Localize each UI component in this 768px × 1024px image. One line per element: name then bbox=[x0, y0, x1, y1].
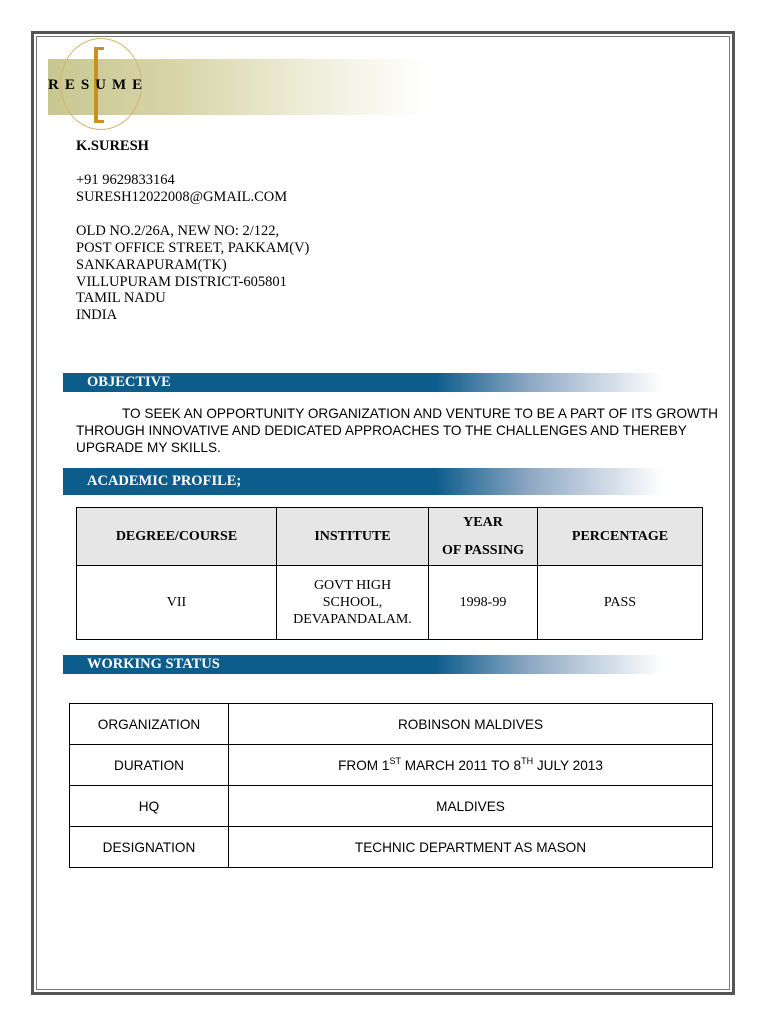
organization-value: ROBINSON MALDIVES bbox=[229, 704, 713, 745]
objective-heading: OBJECTIVE bbox=[63, 373, 663, 392]
designation-label: DESIGNATION bbox=[70, 827, 229, 868]
table-row bbox=[70, 827, 713, 868]
year-header bbox=[429, 508, 538, 566]
academic-table bbox=[76, 507, 703, 640]
institute-line: GOVT HIGH bbox=[313, 578, 392, 593]
degree-cell: VII bbox=[77, 566, 277, 640]
table-row bbox=[70, 704, 713, 745]
address-line: SANKARAPURAM(TK) bbox=[76, 257, 227, 273]
duration-value bbox=[229, 745, 713, 786]
address-line: POST OFFICE STREET, PAKKAM(V) bbox=[76, 240, 310, 256]
working-status-table bbox=[69, 703, 713, 868]
duration-to-suffix: TH bbox=[521, 755, 534, 766]
table-header-row bbox=[77, 508, 703, 566]
year-header-line: OF PASSING bbox=[441, 542, 525, 558]
table-row bbox=[70, 786, 713, 827]
institute-line: SCHOOL, bbox=[322, 595, 383, 610]
duration-label: DURATION bbox=[70, 745, 229, 786]
organization-label: ORGANIZATION bbox=[70, 704, 229, 745]
degree-header: DEGREE/COURSE bbox=[77, 508, 277, 566]
working-status-heading: WORKING STATUS bbox=[63, 655, 663, 674]
address-line: OLD NO.2/26A, NEW NO: 2/122, bbox=[76, 223, 280, 239]
designation-value: TECHNIC DEPARTMENT AS MASON bbox=[229, 827, 713, 868]
duration-from: FROM 1 bbox=[338, 757, 390, 773]
year-header-line: YEAR bbox=[463, 514, 503, 530]
duration-from-suffix: ST bbox=[389, 755, 401, 766]
hq-label: HQ bbox=[70, 786, 229, 827]
academic-profile-heading: ACADEMIC PROFILE; bbox=[63, 468, 663, 495]
phone-number: +91 9629833164 bbox=[76, 172, 175, 188]
resume-title: RESUME bbox=[48, 77, 149, 93]
table-row bbox=[77, 566, 703, 640]
table-row bbox=[70, 745, 713, 786]
objective-text: TO SEEK AN OPPORTUNITY ORGANIZATION AND VENTURE TO BE A PART OF ITS GROWTH THROUGH INNOVATIVE AND DEDICATED APPROACHES TO THE CHALLENGES AND THEREBY UPGRADE MY SKILLS. bbox=[76, 406, 718, 455]
duration-end: JULY 2013 bbox=[533, 757, 603, 773]
percentage-header: PERCENTAGE bbox=[538, 508, 703, 566]
percentage-cell: PASS bbox=[538, 566, 703, 640]
address-line: INDIA bbox=[76, 307, 118, 323]
address-line: VILLUPURAM DISTRICT-605801 bbox=[76, 274, 287, 290]
duration-middle: MARCH 2011 TO 8 bbox=[400, 757, 522, 773]
institute-header: INSTITUTE bbox=[277, 508, 429, 566]
address-line: TAMIL NADU bbox=[76, 290, 166, 306]
institute-cell bbox=[277, 566, 429, 640]
year-cell: 1998-99 bbox=[429, 566, 538, 640]
institute-line: DEVAPANDALAM. bbox=[293, 612, 412, 627]
email-address: SURESH12022008@GMAIL.COM bbox=[76, 189, 288, 205]
hq-value: MALDIVES bbox=[229, 786, 713, 827]
candidate-name: K.SURESH bbox=[76, 138, 149, 154]
